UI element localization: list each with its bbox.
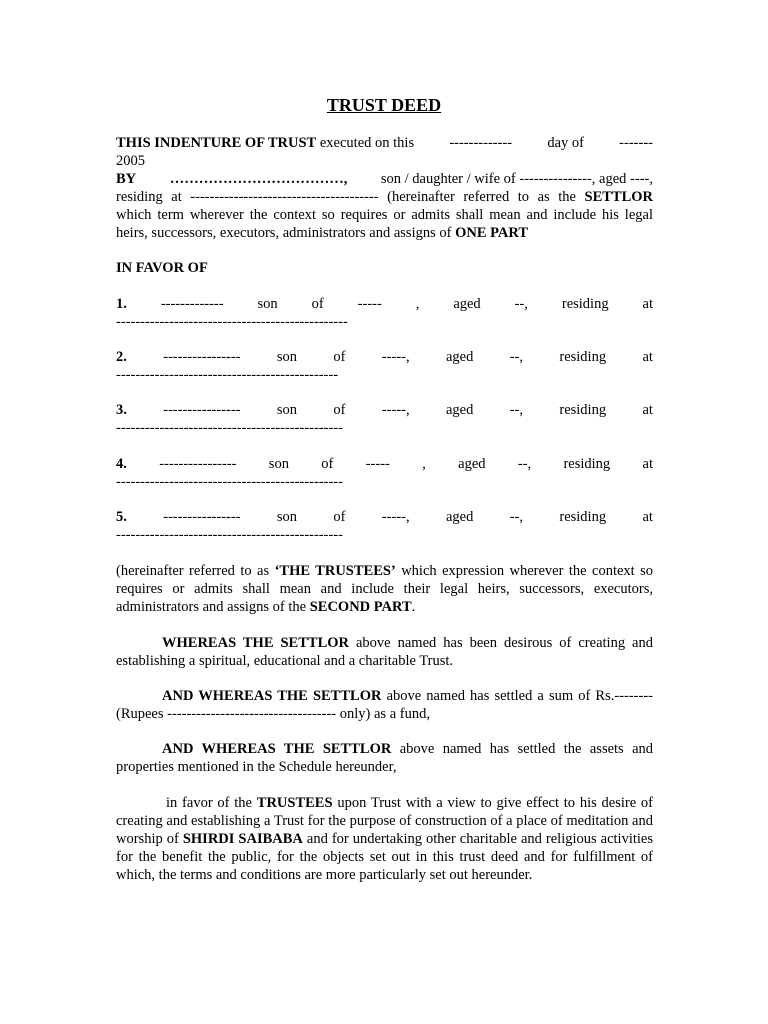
trust-purpose-paragraph: in favor of the TRUSTEES upon Trust with a view to give effect to his desire of creating and establishing a Trust for the purpose of construction of a place of meditation and worship of SHIRDI SAIBABA and for undertaking other charitable and religious activities for the benefit the public, for the objects set out in this trust deed and for fulfillment of which, the terms and conditions are more particularly set out hereunder.: [116, 795, 654, 883]
settlor-name-blank: ………………………………,: [169, 171, 348, 187]
trustee-item: 3. ---------------- son of -----, aged --, residing at -----------------------------------------------: [116, 402, 653, 436]
month-blank: -------: [619, 135, 653, 151]
intro-paragraph: THIS INDENTURE OF TRUST executed on this ------------- day of ------- 2005 BY ………………………………, son / daughter / wife of ---------------, aged ----, residing at --------------------------------------- (hereinafter referred to as the SETTLOR which term wherever the context so requires or admits shall mean and include his legal heirs, successors, executors, administrators and assigns of ONE PART: [116, 135, 653, 241]
intro-line-residing: residing at --------------------------------------- (hereinafter referred to as the SETTLOR: [116, 189, 653, 205]
whereas-clause: WHEREAS THE SETTLOR above named has been desirous of creating and establishing a spiritual, educational and a charitable Trust.: [116, 635, 653, 669]
intro-year: 2005: [116, 153, 145, 169]
trustee-item: 4. ---------------- son of ----- , aged --, residing at -----------------------------------------------: [116, 456, 653, 490]
trustee-item: 2. ---------------- son of -----, aged --, residing at ----------------------------------------------: [116, 349, 653, 383]
intro-line-by: BY ………………………………, son / daughter / wife of ---------------, aged ----,: [116, 171, 653, 187]
date-blank: -------------: [449, 135, 513, 151]
indenture-heading: THIS INDENTURE OF TRUST: [116, 135, 317, 151]
intro-line-1: THIS INDENTURE OF TRUST executed on this ------------- day of -------: [116, 135, 653, 151]
trustee-item: 1. ------------- son of ----- , aged --, residing at ------------------------------------------------: [116, 296, 653, 330]
whereas-clause: AND WHEREAS THE SETTLOR above named has settled a sum of Rs.-------- (Rupees ----------------------------------- only) as a fund,: [116, 688, 653, 722]
trustees-definition-paragraph: (hereinafter referred to as ‘THE TRUSTEES’ which expression wherever the context so requires or admits shall mean and include their legal heirs, successors, executors, administrators and assigns of the SECOND PART.: [116, 563, 654, 615]
document-title: TRUST DEED: [326, 95, 442, 115]
in-favor-of-heading: IN FAVOR OF: [116, 260, 208, 276]
whereas-clause: AND WHEREAS THE SETTLOR above named has settled the assets and properties mentioned in the Schedule hereunder,: [116, 741, 654, 775]
trustee-item: 5. ---------------- son of -----, aged --, residing at -----------------------------------------------: [116, 509, 653, 543]
